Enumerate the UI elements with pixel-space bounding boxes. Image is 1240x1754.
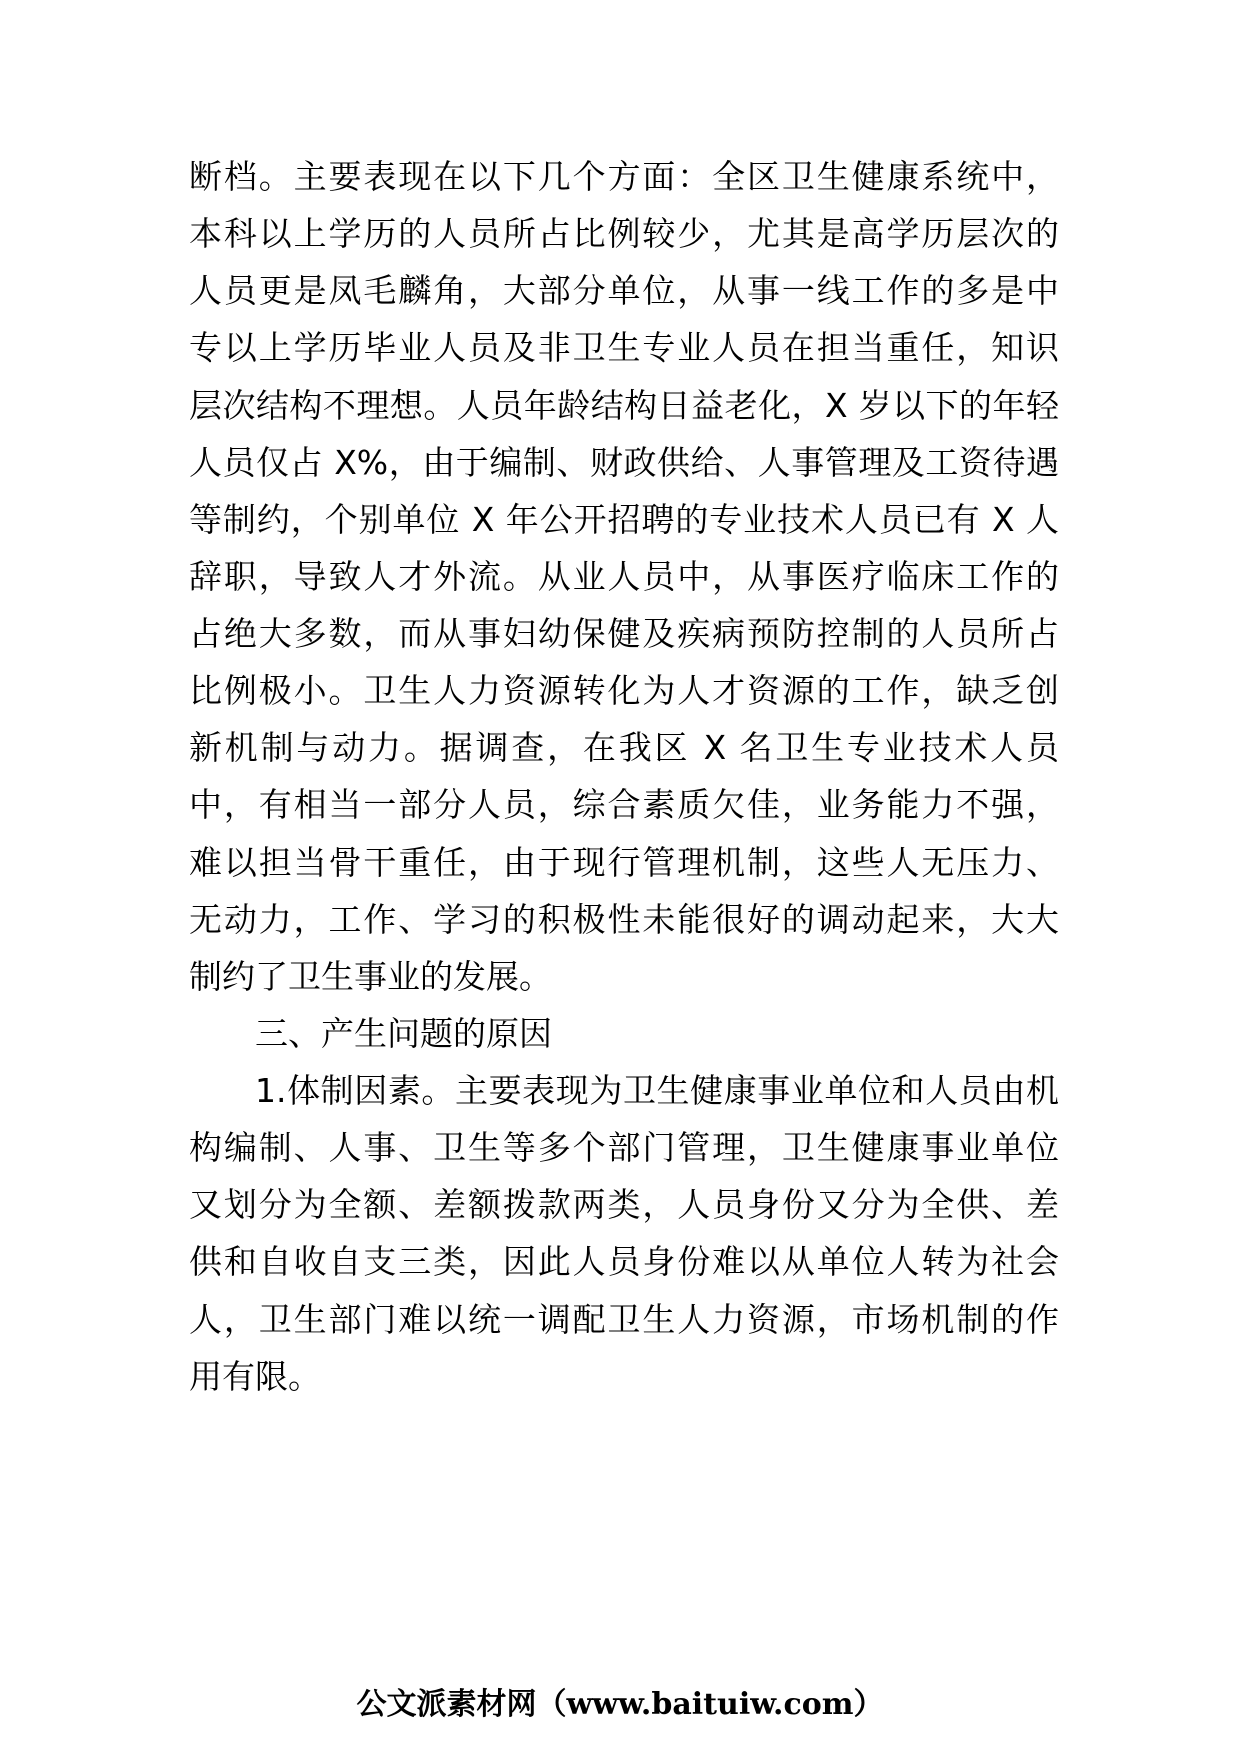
body-line: 人，卫生部门难以统一调配卫生人力资源，市场机制的作 <box>189 1300 1059 1339</box>
body-line: 无动力，工作、学习的积极性未能很好的调动起来，大大 <box>189 900 1059 939</box>
body-line: 中，有相当一部分人员，综合素质欠佳，业务能力不强， <box>189 785 1059 824</box>
body-line: 专以上学历毕业人员及非卫生专业人员在担当重任，知识 <box>189 328 1059 367</box>
body-line: 1.体制因素。主要表现为卫生健康事业单位和人员由机 <box>255 1071 1059 1110</box>
body-line: 占绝大多数，而从事妇幼保健及疾病预防控制的人员所占 <box>189 614 1059 653</box>
body-line: 用有限。 <box>189 1357 321 1396</box>
body-line: 又划分为全额、差额拨款两类，人员身份又分为全供、差 <box>189 1185 1059 1224</box>
body-line: 人员更是凤毛麟角，大部分单位，从事一线工作的多是中 <box>189 271 1059 310</box>
body-line: 断档。主要表现在以下几个方面：全区卫生健康系统中， <box>189 157 1059 196</box>
body-line: 层次结构不理想。人员年龄结构日益老化，X 岁以下的年轻 <box>189 386 1059 425</box>
body-line: 等制约，个别单位 X 年公开招聘的专业技术人员已有 X 人 <box>189 500 1059 539</box>
body-line: 本科以上学历的人员所占比例较少，尤其是高学历层次的 <box>189 214 1059 253</box>
body-line: 构编制、人事、卫生等多个部门管理，卫生健康事业单位 <box>189 1128 1059 1167</box>
body-line: 比例极小。卫生人力资源转化为人才资源的工作，缺乏创 <box>189 671 1059 710</box>
footer-watermark: 公文派素材网（www.baituiw.com） <box>356 1687 884 1722</box>
body-line: 人员仅占 X%，由于编制、财政供给、人事管理及工资待遇 <box>189 443 1059 482</box>
body-line: 制约了卫生事业的发展。 <box>189 957 552 996</box>
body-line: 辞职，导致人才外流。从业人员中，从事医疗临床工作的 <box>189 557 1059 596</box>
body-line: 新机制与动力。据调查，在我区 X 名卫生专业技术人员 <box>189 728 1059 767</box>
body-line: 难以担当骨干重任，由于现行管理机制，这些人无压力、 <box>189 843 1059 882</box>
body-line: 供和自收自支三类，因此人员身份难以从单位人转为社会 <box>189 1242 1059 1281</box>
section-heading: 三、产生问题的原因 <box>255 1014 552 1053</box>
